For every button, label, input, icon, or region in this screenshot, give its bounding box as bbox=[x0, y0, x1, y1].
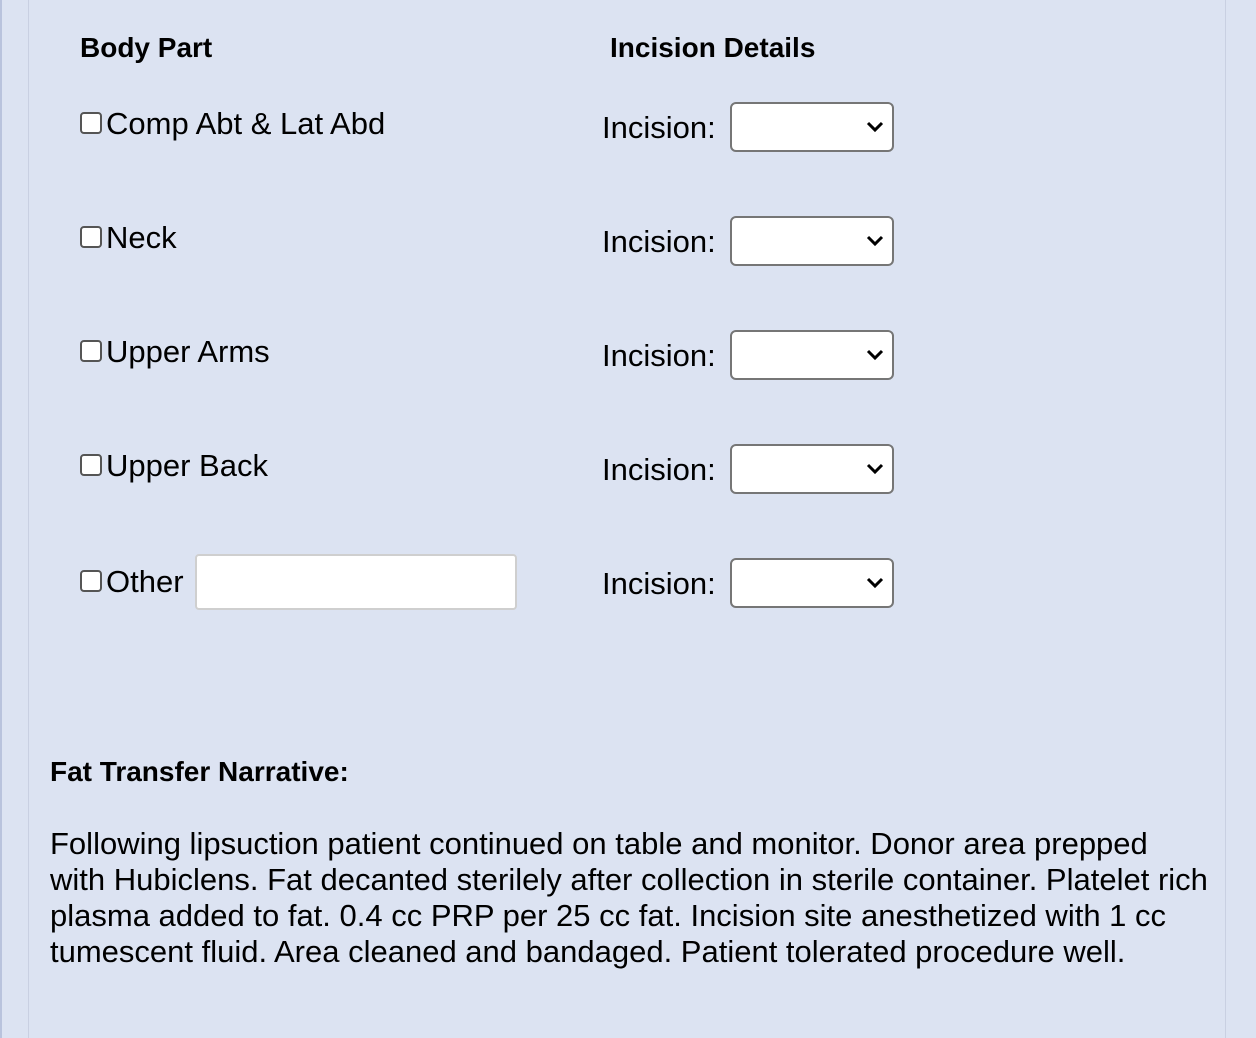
body-part-row bbox=[2, 444, 1256, 494]
incision-select-neck[interactable] bbox=[730, 216, 894, 266]
upper-arms-checkbox[interactable] bbox=[80, 340, 102, 362]
incision-select-upper-arms[interactable] bbox=[730, 330, 894, 380]
upper-back-checkbox[interactable] bbox=[80, 454, 102, 476]
upper-arms-label[interactable]: Upper Arms bbox=[106, 334, 270, 369]
chevron-down-icon bbox=[866, 348, 884, 362]
body-part-header: Body Part bbox=[80, 32, 213, 63]
chevron-down-icon bbox=[866, 576, 884, 590]
comp-abt-lat-abd-checkbox[interactable] bbox=[80, 112, 102, 134]
incision-label: Incision: bbox=[602, 566, 716, 601]
upper-back-label[interactable]: Upper Back bbox=[106, 448, 268, 483]
incision-select-comp-abt[interactable] bbox=[730, 102, 894, 152]
chevron-down-icon bbox=[866, 462, 884, 476]
incision-label: Incision: bbox=[602, 224, 716, 259]
narrative-title: Fat Transfer Narrative: bbox=[50, 756, 349, 787]
incision-select-other[interactable] bbox=[730, 558, 894, 608]
neck-checkbox[interactable] bbox=[80, 226, 102, 248]
body-part-row bbox=[2, 558, 1256, 608]
incision-details-header: Incision Details bbox=[610, 32, 816, 63]
incision-select-upper-back[interactable] bbox=[730, 444, 894, 494]
chevron-down-icon bbox=[866, 120, 884, 134]
narrative-text: Following lipsuction patient continued on table and monitor. Donor area prepped with Hubiclens. Fat decanted sterilely after collection in sterile container. Platelet rich plasma added to fat. 0.4 cc PRP per 25 cc fat. Incision site anesthetized with 1 cc tumescent fluid. Area cleaned and bandaged. Patient tolerated procedure well. bbox=[50, 826, 1208, 969]
incision-label: Incision: bbox=[602, 452, 716, 487]
incision-label: Incision: bbox=[602, 110, 716, 145]
body-part-row bbox=[2, 216, 1256, 266]
neck-label[interactable]: Neck bbox=[106, 220, 177, 255]
body-part-row bbox=[2, 102, 1256, 152]
other-label[interactable]: Other bbox=[106, 564, 184, 599]
body-part-row bbox=[2, 330, 1256, 380]
other-text-input[interactable] bbox=[195, 554, 517, 610]
comp-abt-lat-abd-label[interactable]: Comp Abt & Lat Abd bbox=[106, 106, 386, 141]
other-checkbox[interactable] bbox=[80, 570, 102, 592]
incision-label: Incision: bbox=[602, 338, 716, 373]
chevron-down-icon bbox=[866, 234, 884, 248]
